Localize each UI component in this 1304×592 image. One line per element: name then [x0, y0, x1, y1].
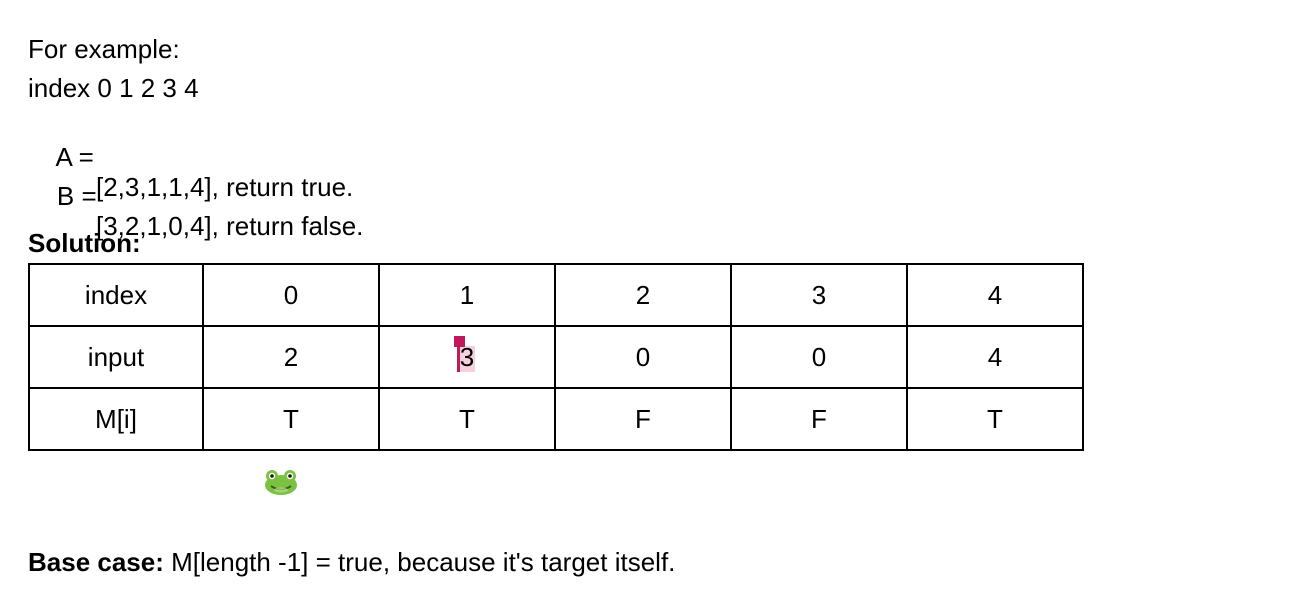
example-b-label: B = — [56, 181, 97, 211]
table-row-label[interactable]: M[i] — [29, 388, 203, 450]
table-cell-text: 3 — [459, 341, 475, 372]
base-case-line — [28, 547, 675, 577]
table-row-m — [29, 388, 1083, 450]
table-cell[interactable]: 3 — [731, 264, 907, 326]
solution-table — [28, 263, 1084, 451]
table-cell[interactable]: 4 — [907, 326, 1083, 388]
table-cell[interactable]: 0 — [203, 264, 379, 326]
table-row-index — [29, 264, 1083, 326]
base-case-text: M[length -1] = true, because it's target itself. — [163, 547, 676, 577]
table-cell[interactable]: T — [379, 388, 555, 450]
table-row-input — [29, 326, 1083, 388]
table-cell[interactable]: T — [203, 388, 379, 450]
table-cell-active[interactable] — [379, 326, 555, 388]
table-cell[interactable]: F — [731, 388, 907, 450]
table-cell[interactable]: 0 — [731, 326, 907, 388]
table-cell[interactable]: 0 — [555, 326, 731, 388]
example-b-value: [3,2,1,0,4], return false. — [96, 211, 364, 241]
frog-icon — [263, 468, 299, 496]
example-a-value: [2,3,1,1,4], return true. — [96, 172, 354, 202]
table-cell[interactable]: F — [555, 388, 731, 450]
example-a-label: A = — [55, 142, 94, 172]
table-cell[interactable]: 2 — [203, 326, 379, 388]
index-line: index 0 1 2 3 4 — [28, 73, 199, 103]
table-cell[interactable]: 2 — [555, 264, 731, 326]
table-cell[interactable]: 4 — [907, 264, 1083, 326]
collaborator-cursor — [460, 342, 474, 373]
example-heading: For example: — [28, 34, 180, 64]
table-cell[interactable]: 1 — [379, 264, 555, 326]
table-row-label[interactable]: input — [29, 326, 203, 388]
table-row-label[interactable]: index — [29, 264, 203, 326]
table-cell[interactable]: T — [907, 388, 1083, 450]
base-case-label: Base case: — [28, 547, 164, 577]
solution-heading: Solution: — [28, 228, 141, 258]
